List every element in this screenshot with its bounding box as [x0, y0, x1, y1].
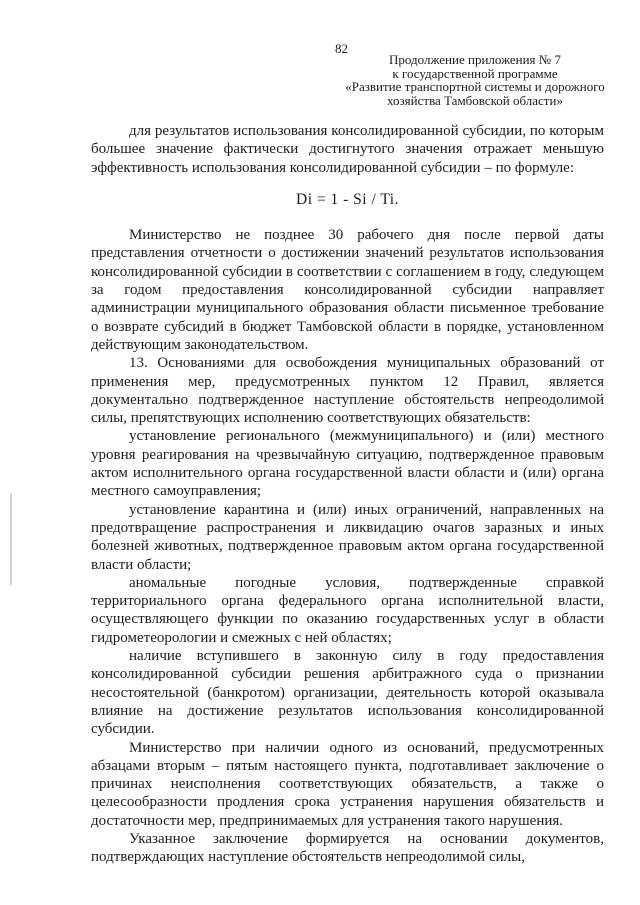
- list-item: аномальные погодные условия, подтвержденные справкой территориального органа федерального органа исполнительной власти, осуществляющего функции по оказанию государственных услуг в области гидрометеорологии и смежных с ней областях;: [91, 574, 604, 646]
- list-item: наличие вступившего в законную силу в году предоставления консолидированной субсидии решения арбитражного суда о признании несостоятельной (банкротом) организации, деятельность которой оказывала влияние на достижение результатов использования консолидированной субсидии.: [91, 648, 604, 738]
- list-item: установление карантина и (или) иных ограничений, направленных на предотвращение распространения и ликвидацию очагов заразных и иных болезней животных, подтвержденное правовым актом органа государственной власти области;: [91, 501, 604, 573]
- paragraph: Указанное заключение формируется на основании документов, подтверждающих наступление обстоятельств непреодолимой силы,: [91, 830, 604, 866]
- paragraph: Министерство не позднее 30 рабочего дня после первой даты представления отчетности о достижении значений результатов использования консолидированной субсидии в соответствии с соглашением в году, следующем за годом предоставления консолидированной субсидии направляет администрации муниципального образования области письменное требование о возврате субсидий в бюджет Тамбовской области в порядке, установленном действующим законодательством.: [91, 227, 604, 353]
- page-number: 82: [335, 41, 348, 56]
- header-line: к государственной программе: [392, 65, 558, 81]
- scan-artifact: [10, 493, 12, 585]
- list-item: установление регионального (межмуниципального) и (или) местного уровня реагирования на чрезвычайную ситуацию, подтвержденное правовым актом исполнительного органа государственной власти области и (или) органа местного самоуправления;: [91, 428, 604, 500]
- header-line: «Развитие транспортной системы и дорожного: [345, 79, 605, 94]
- formula: Di = 1 - Si / Ti.: [296, 190, 399, 208]
- header-line: хозяйства Тамбовской области»: [387, 92, 563, 108]
- paragraph: 13. Основаниями для освобождения муниципальных образований от применения мер, предусмотренных пунктом 12 Правил, является документально подтвержденное наступление обстоятельств непреодолимой силы, препятствующих исполнению соответствующих обязательств:: [91, 355, 604, 427]
- appendix-header: [325, 53, 625, 107]
- header-line: Продолжение приложения № 7: [389, 52, 561, 67]
- paragraph: Министерство при наличии одного из оснований, предусмотренных абзацами вторым – пятым настоящего пункта, подготавливает заключение о причинах неисполнения соответствующих обязательств, а также о целесообразности продления срока устранения нарушения обязательств и достаточности мер, предпринимаемых для устранения такого нарушения.: [91, 739, 604, 829]
- document-body: [91, 122, 604, 867]
- paragraph: для результатов использования консолидированной субсидии, по которым большее значение фактически достигнутого значения отражает меньшую эффективность использования консолидированной субсидии – по формуле:: [91, 123, 604, 176]
